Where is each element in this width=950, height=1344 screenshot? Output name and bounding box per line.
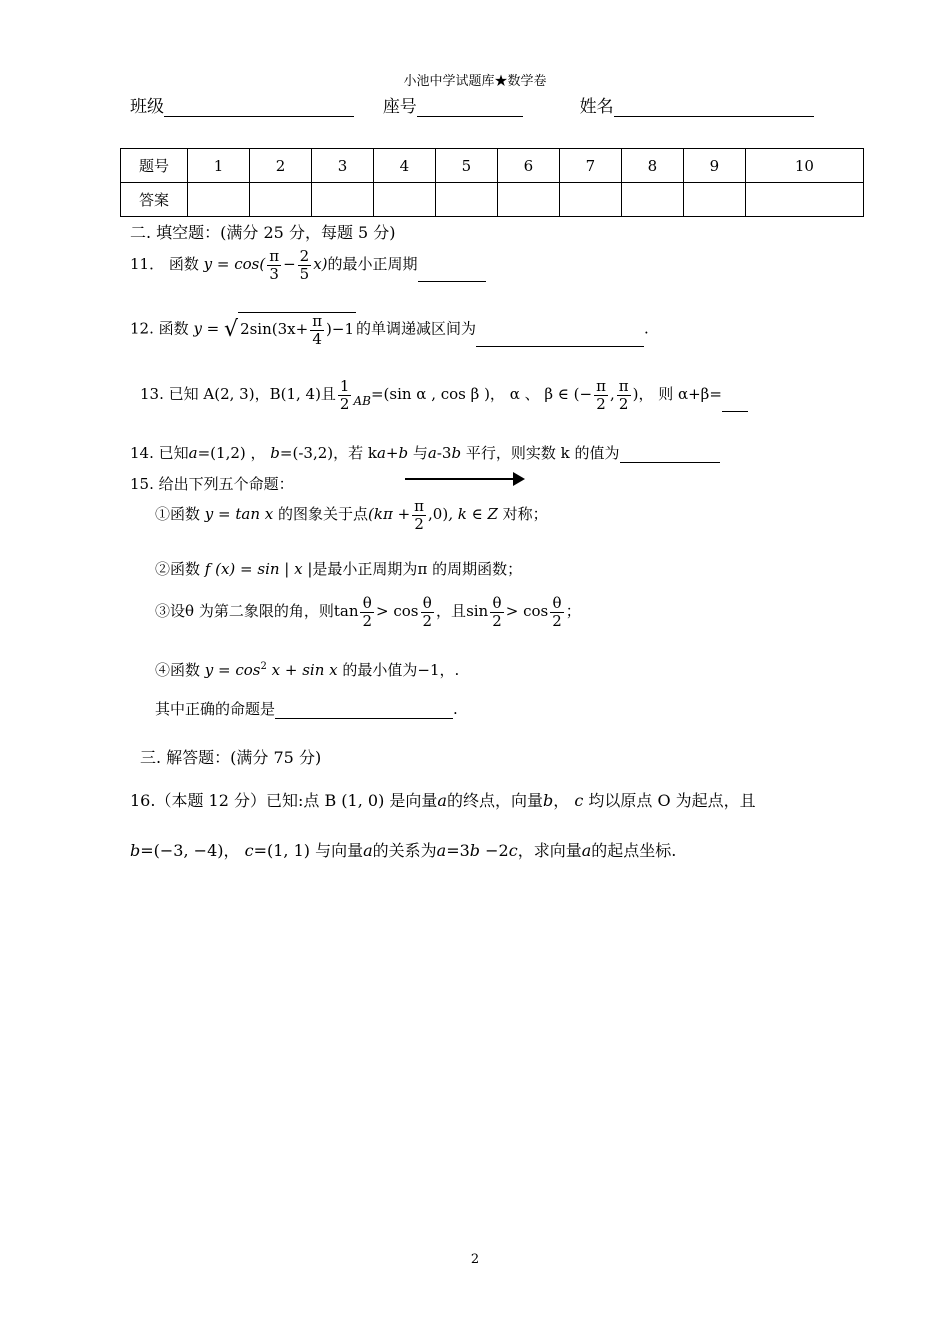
math-expr: tan bbox=[333, 602, 359, 620]
answer-blank[interactable] bbox=[418, 265, 486, 282]
question-12 bbox=[130, 312, 649, 347]
table-cell: 5 bbox=[435, 149, 497, 183]
answer-cell[interactable] bbox=[559, 183, 621, 217]
table-cell: 9 bbox=[683, 149, 745, 183]
question-text: ，求向量 bbox=[517, 841, 582, 860]
student-info bbox=[130, 92, 814, 117]
numerator: π bbox=[596, 377, 606, 395]
math-expr: > cos bbox=[505, 602, 549, 620]
question-number: 12. bbox=[130, 319, 154, 338]
answer-blank[interactable] bbox=[476, 330, 644, 347]
name-field[interactable] bbox=[614, 98, 814, 117]
math-expr: x) bbox=[313, 255, 328, 273]
fraction bbox=[310, 313, 324, 347]
punctuation: , bbox=[609, 385, 615, 403]
numerator: θ bbox=[421, 595, 435, 613]
math-expr: −2 bbox=[485, 841, 509, 860]
question-text: =(−3, −4)， bbox=[140, 841, 240, 860]
denominator: 2 bbox=[492, 611, 502, 630]
math-expr: x + sin x bbox=[271, 661, 338, 679]
question-text: ，且 bbox=[436, 602, 467, 620]
table-cell: 10 bbox=[745, 149, 863, 183]
question-text: 是最小正周期为 bbox=[312, 560, 418, 578]
proposition-2 bbox=[155, 558, 522, 579]
fraction bbox=[360, 595, 374, 629]
table-header-cell: 答案 bbox=[121, 183, 188, 217]
math-superscript: 2 bbox=[260, 661, 267, 672]
math-expr: =(-3,2)，若 k bbox=[279, 444, 377, 462]
answer-cell[interactable] bbox=[188, 183, 250, 217]
numerator: π bbox=[618, 377, 629, 395]
punctuation: ，. bbox=[439, 661, 460, 679]
question-text: 为第二象限的角，则 bbox=[198, 602, 334, 620]
punctuation: ； bbox=[565, 602, 581, 620]
question-text: 其中正确的命题是 bbox=[155, 700, 276, 718]
math-expr: (kπ + bbox=[368, 505, 411, 523]
denominator: 5 bbox=[299, 264, 310, 283]
math-expr: − bbox=[283, 255, 296, 273]
question-text: 已知 A(2, 3)，B(1, 4)且 bbox=[168, 385, 336, 403]
question-13 bbox=[140, 378, 748, 412]
proposition-1 bbox=[155, 498, 548, 532]
denominator: 4 bbox=[312, 329, 322, 348]
question-number: 13. bbox=[140, 385, 164, 403]
numerator: 2 bbox=[299, 247, 310, 265]
table-row bbox=[121, 183, 864, 217]
math-expr: y = cos( bbox=[203, 255, 266, 273]
question-number: 11． bbox=[130, 255, 165, 273]
proposition-3 bbox=[155, 595, 581, 629]
vector-c: c bbox=[574, 791, 584, 810]
denominator: 3 bbox=[269, 264, 279, 283]
vector-b: b bbox=[469, 841, 481, 860]
question-text: 给出下列五个命题： bbox=[158, 475, 294, 493]
numerator: π bbox=[269, 247, 280, 265]
punctuation: . bbox=[453, 700, 458, 718]
question-14 bbox=[130, 442, 720, 463]
fraction bbox=[550, 595, 564, 629]
math-expr: =(1,2) ， bbox=[197, 444, 266, 462]
fraction bbox=[490, 595, 504, 629]
table-cell: 4 bbox=[373, 149, 435, 183]
seat-label: 座号 bbox=[382, 97, 417, 117]
proposition-label: ②函数 bbox=[155, 560, 201, 578]
math-expr: ,0) bbox=[428, 505, 449, 523]
punctuation: . bbox=[644, 319, 649, 338]
table-cell: 8 bbox=[621, 149, 683, 183]
question-text: 均以原点 O 为起点，且 bbox=[588, 791, 756, 810]
proposition-label: ①函数 bbox=[155, 505, 201, 523]
question-15 bbox=[130, 473, 294, 494]
question-text: 函数 bbox=[158, 319, 189, 338]
question-text: 的单调递减区间为 bbox=[356, 319, 477, 338]
table-cell: 3 bbox=[311, 149, 373, 183]
table-cell: 2 bbox=[249, 149, 311, 183]
fraction bbox=[617, 378, 631, 412]
question-text: 已知 bbox=[158, 444, 189, 462]
denominator: 2 bbox=[618, 394, 629, 413]
proposition-label: ③设 bbox=[155, 602, 186, 620]
table-cell: 6 bbox=[497, 149, 559, 183]
answer-blank[interactable] bbox=[722, 395, 748, 412]
numerator: 1 bbox=[339, 377, 350, 395]
table-cell: 7 bbox=[559, 149, 621, 183]
denominator: 2 bbox=[552, 611, 562, 630]
vector-a: a bbox=[376, 444, 386, 462]
vector-a: a bbox=[427, 444, 437, 462]
vector-c: c bbox=[244, 841, 254, 860]
numerator: θ bbox=[360, 595, 374, 613]
question-text: )， 则 α+β= bbox=[632, 385, 722, 403]
question-15-conclusion bbox=[155, 698, 458, 719]
denominator: 2 bbox=[596, 394, 606, 413]
answer-cell[interactable] bbox=[497, 183, 559, 217]
vector-a: a bbox=[437, 791, 447, 810]
answer-cell[interactable] bbox=[683, 183, 745, 217]
math-expr: y = tan x bbox=[204, 505, 274, 523]
math-expr: f (x) = sin | x | bbox=[204, 560, 313, 578]
question-text: =(sin α , cos β )， α 、 β ∈ (− bbox=[370, 385, 593, 403]
numerator: π bbox=[312, 312, 323, 330]
arrow-line bbox=[405, 478, 515, 480]
vector-b: b bbox=[130, 841, 141, 860]
question-text: 的关系为 bbox=[372, 841, 437, 860]
math-expr: y = bbox=[193, 319, 220, 338]
math-expr: π bbox=[417, 560, 428, 578]
math-expr: θ bbox=[185, 602, 195, 620]
answer-blank[interactable] bbox=[620, 446, 720, 463]
fraction bbox=[338, 378, 352, 412]
vector-b: b bbox=[270, 444, 280, 462]
table-header-cell: 题号 bbox=[121, 149, 188, 183]
fraction bbox=[421, 595, 435, 629]
question-text: 对称； bbox=[502, 505, 548, 523]
fraction bbox=[298, 248, 312, 282]
math-expr: -3 bbox=[436, 444, 452, 462]
vector-b: b bbox=[398, 444, 409, 462]
math-expr: )−1 bbox=[326, 320, 355, 338]
class-field[interactable] bbox=[164, 98, 354, 117]
punctuation: ， bbox=[553, 791, 570, 810]
math-expr: , k ∈ Z bbox=[448, 505, 498, 523]
math-expr: 2sin(3x+ bbox=[240, 320, 309, 338]
question-text: 的起点坐标. bbox=[591, 841, 677, 860]
page-number: 2 bbox=[470, 1252, 480, 1267]
proposition-label: ④函数 bbox=[155, 661, 201, 679]
question-11 bbox=[130, 248, 486, 282]
table-cell: 1 bbox=[188, 149, 250, 183]
vector-b: b bbox=[451, 444, 462, 462]
question-text: 平行，则实数 k 的值为 bbox=[465, 444, 620, 462]
answer-table bbox=[120, 148, 864, 217]
question-text: 16.（本题 12 分）已知:点 B (1, 0) 是向量 bbox=[130, 791, 438, 810]
answer-cell[interactable] bbox=[745, 183, 863, 217]
vector-b: b bbox=[542, 791, 554, 810]
question-text: 的终点，向量 bbox=[446, 791, 543, 810]
answer-cell[interactable] bbox=[621, 183, 683, 217]
answer-cell[interactable] bbox=[311, 183, 373, 217]
math-expr: > cos bbox=[376, 602, 419, 620]
answer-blank[interactable] bbox=[275, 702, 453, 719]
vector-label: AB bbox=[353, 394, 371, 408]
sqrt-body bbox=[238, 312, 356, 347]
class-label: 班级 bbox=[130, 97, 164, 117]
denominator: 2 bbox=[362, 611, 373, 630]
fraction bbox=[412, 498, 426, 532]
section2-title: 二. 填空题：(满分 25 分，每题 5 分) bbox=[130, 223, 396, 242]
question-text: 的周期函数； bbox=[432, 560, 523, 578]
denominator: 2 bbox=[414, 514, 424, 533]
denominator: 2 bbox=[339, 394, 350, 413]
question-text: 的图象关于点 bbox=[278, 505, 369, 523]
math-expr: sin bbox=[466, 602, 489, 620]
vector-a: a bbox=[363, 841, 373, 860]
vector-a: a bbox=[436, 841, 447, 860]
math-expr: =3 bbox=[446, 841, 470, 860]
table-row bbox=[121, 149, 864, 183]
numerator: π bbox=[414, 497, 425, 515]
vector-a: a bbox=[188, 444, 198, 462]
fraction bbox=[267, 248, 281, 282]
question-text: =(1, 1) 与向量 bbox=[253, 841, 364, 860]
arrow-right-icon bbox=[513, 472, 525, 486]
question-text: 的最小正周期 bbox=[327, 255, 418, 273]
sqrt-icon: √ bbox=[224, 317, 239, 342]
math-expr: y = cos bbox=[204, 661, 261, 679]
section3-title: 三. 解答题：(满分 75 分) bbox=[140, 748, 322, 767]
fraction bbox=[594, 378, 608, 412]
name-label: 姓名 bbox=[579, 97, 614, 117]
question-text: 的最小值为 bbox=[342, 661, 418, 679]
question-number: 15. bbox=[130, 475, 154, 493]
question-16-line2 bbox=[130, 838, 676, 861]
question-text: 与 bbox=[412, 444, 428, 462]
question-number: 14. bbox=[130, 444, 154, 462]
vector-c: c bbox=[508, 841, 518, 860]
numerator: θ bbox=[490, 595, 504, 613]
question-text: 函数 bbox=[168, 255, 199, 273]
vector-a: a bbox=[581, 841, 592, 860]
page-header-title: 小池中学试题库★数学卷 bbox=[403, 74, 547, 89]
question-16-line1 bbox=[130, 788, 756, 811]
numerator: θ bbox=[550, 595, 564, 613]
answer-cell[interactable] bbox=[373, 183, 435, 217]
math-expr: −1 bbox=[417, 661, 440, 679]
math-expr: + bbox=[385, 444, 399, 462]
denominator: 2 bbox=[422, 611, 433, 630]
answer-cell[interactable] bbox=[435, 183, 497, 217]
proposition-4 bbox=[155, 659, 459, 680]
answer-cell[interactable] bbox=[249, 183, 311, 217]
seat-field[interactable] bbox=[417, 98, 523, 117]
